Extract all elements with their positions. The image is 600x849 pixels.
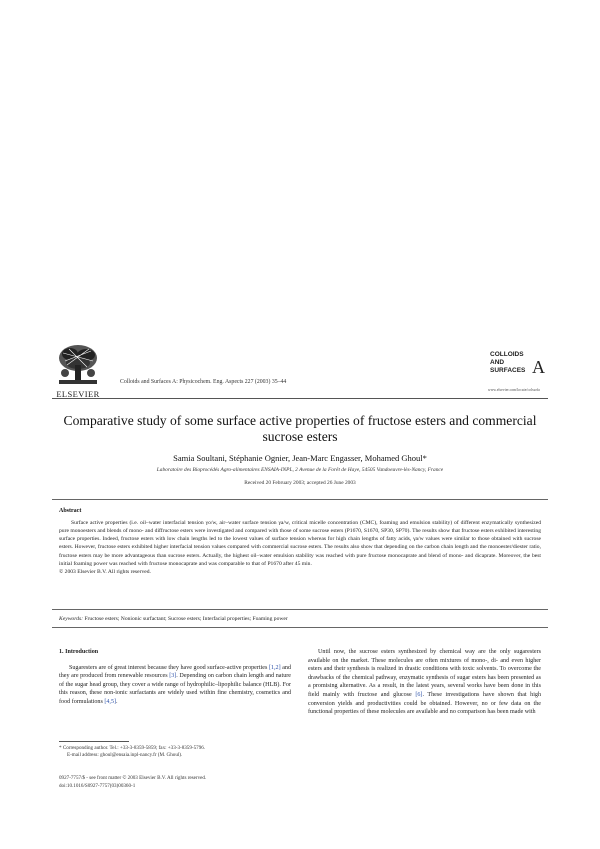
doi-line[interactable]: doi:10.1016/S0927-7757(03)00360-1 bbox=[59, 782, 136, 789]
left-column bbox=[59, 648, 291, 707]
journal-logo-letter: A bbox=[532, 357, 545, 377]
keywords-bottom-rule bbox=[52, 627, 548, 628]
citation-link[interactable]: [4,5] bbox=[104, 698, 117, 705]
abstract-heading: Abstract bbox=[59, 508, 82, 514]
journal-logo-line-1: COLLOIDS bbox=[490, 351, 524, 358]
section-heading-introduction: 1. Introduction bbox=[59, 649, 99, 655]
keywords bbox=[59, 616, 541, 622]
journal-logo bbox=[488, 346, 548, 384]
article-identifiers bbox=[59, 775, 206, 790]
keywords-label: Keywords: bbox=[59, 616, 84, 622]
footnote-rule bbox=[59, 741, 129, 742]
intro-paragraph-2: Until now, the sucrose esters synthesized by chemical way are the only sugaresters available on the market. These molecules are often mixtures of mono-, di- and even higher esters and their synthesis is realized in drastic conditions with toxic solvents. To overcome the drawbacks of the chemical pathway, enzymatic synthesis of sugar esters has been presented as a promising alternative. As a result, in the latest years, several works have been done in this field mainly with fructose and glucose [6]. These investigations have shown that high conversion yields and productivities could be obtained. However, no or few data on the functional properties of these molecules are available and no comparison has been made with bbox=[308, 649, 541, 716]
journal-url: www.elsevier.com/locate/colsurfa bbox=[488, 388, 540, 392]
citation-link[interactable]: [1,2] bbox=[268, 664, 281, 671]
abstract-top-rule bbox=[52, 499, 548, 500]
journal-logo-line-2: AND bbox=[490, 359, 505, 366]
citation-link[interactable]: [3] bbox=[169, 673, 177, 680]
received-dates: Received 20 February 2003; accepted 26 June 2003 bbox=[244, 480, 356, 486]
article-title: Comparative study of some surface active properties of fructose esters and commercial sucrose esters bbox=[63, 413, 537, 444]
abstract-copyright: © 2003 Elsevier B.V. All rights reserved. bbox=[59, 568, 151, 575]
footnote bbox=[59, 745, 291, 760]
intro-paragraph-1: Sugaresters are of great interest because they have good surface-active properties [1,2] and they are produced from renewable resources [3]. Depending on carbon chain length and nature of the sugar head group, they cover a wide range of hydrophilic–lipophilic balance (HLB). For this reason, these non-ionic surfactants are widely used within fine chemistry, cosmetics and food formulations [4,5]. bbox=[59, 664, 291, 705]
affiliation: Laboratoire des Bioprocédés Agro-alimentaires ENSAIA-INPL, 2 Avenue de la Forêt de Haye, 54505 Vandoeuvre-lès-Nancy, France bbox=[156, 467, 444, 473]
journal-reference: Colloids and Surfaces A: Physicochem. Eng. Aspects 227 (2003) 35–44 bbox=[120, 379, 287, 385]
abstract-mid-rule bbox=[52, 609, 548, 610]
publisher-name: ELSEVIER bbox=[56, 389, 100, 399]
author-list: Samia Soultani, Stéphanie Ognier, Jean-Marc Engasser, Mohamed Ghoul* bbox=[173, 453, 427, 463]
footnote-corresponding: * Corresponding author. Tel.: +33-3-8359-5859; fax: +33-3-8359-5796. bbox=[59, 745, 206, 751]
footnote-email: E-mail address: ghoul@ensaia.inpl-nancy.fr (M. Ghoul). bbox=[67, 752, 183, 759]
abstract-text: Surface active properties (i.e. oil–water interfacial tension γo/w, air–water surface tension γa/w, critical micelle concentration (CMC), foaming and emulsion stability) of different enzymatically synthesized pure monoesters and blends of mono- and diffructose esters were investigated and compared with those of some sucrose esters (P1670, S1670, SP30, SP70). The results show that fructose esters exhibited interesting surface properties. Indeed, fructose esters with low chain lengths led to the lowest values of surface tension whereas for high chain lengths of fatty acids, γa/w values were similar to those obtained with sucrose esters. However, fructose esters exhibited higher interfacial tension values compared with commercial sucrose esters. The results also show that depending on the carbon chain length and the monoester/diester ratio, fructose esters may be more advantageous than sucrose esters. Actually, the highest oil–water emulsion stability was reached with pure fructose monocaprate and blend of mono- and dicaprate. Moreover, the best initial foaming power was reached with fructose monocaprate and was comparable to that of P1670 after 45 min. bbox=[59, 520, 541, 567]
citation-link[interactable]: [6] bbox=[415, 691, 423, 698]
keywords-text: Fructose esters; Nonionic surfactant; Sucrose esters; Interfacial properties; Foaming power bbox=[84, 616, 288, 622]
elsevier-tree-logo bbox=[55, 343, 101, 387]
header-rule bbox=[52, 398, 548, 399]
abstract-body bbox=[59, 519, 541, 576]
journal-logo-line-3: SURFACES bbox=[490, 367, 526, 374]
issn-line: 0927-7757/$ - see front matter © 2003 Elsevier B.V. All rights reserved. bbox=[59, 775, 207, 781]
right-column bbox=[308, 648, 541, 717]
